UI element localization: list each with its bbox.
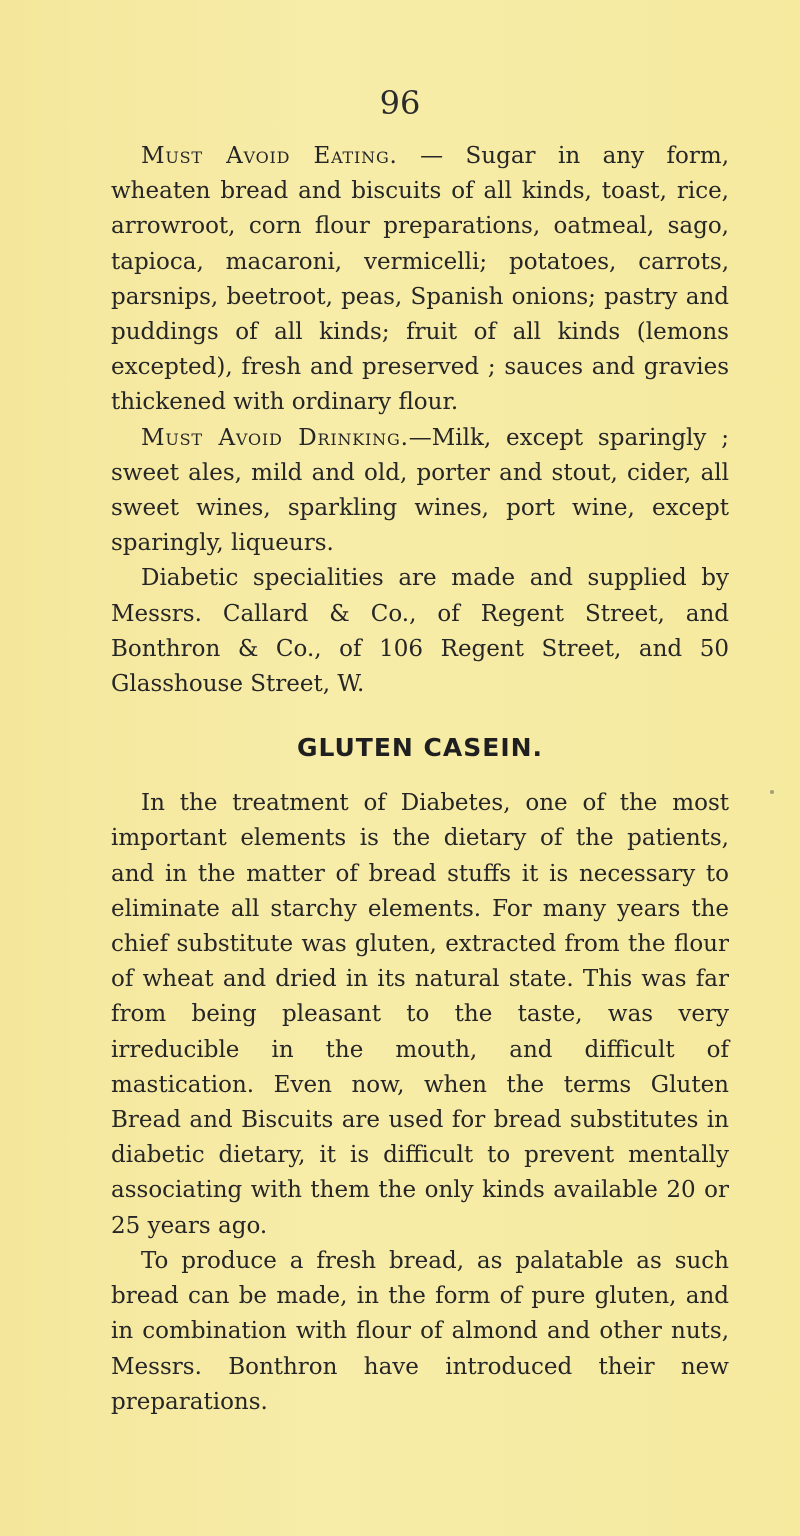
must-avoid-drinking-heading: Must Avoid Drinking.: [141, 424, 409, 451]
must-avoid-eating-heading: Must Avoid Eating.: [141, 143, 398, 169]
paragraph-must-avoid-drinking: [111, 421, 729, 562]
section-heading-gluten-casein: GLUTEN CASEIN.: [296, 733, 544, 763]
paragraph-must-avoid-eating: [111, 139, 729, 421]
paragraph-diabetic-specialities: Diabetic specialities are made and supplied by Messrs. Callard & Co., of Regent Street, and Bonthron & Co., of 106 Regent Street, and 50 Glasshouse Street, W.: [111, 565, 729, 698]
paper-speck: [770, 790, 774, 794]
must-avoid-drinking-text: —Milk, except sparingly ; sweet ales, mild and old, porter and stout, cider, all sweet wines, sparkling wines, port wine, except sparingly, liqueurs.: [111, 424, 729, 557]
paragraph-fresh-bread: To produce a fresh bread, as palatable as such bread can be made, in the form of pure gluten, and in combination with flour of almond and other nuts, Messrs. Bonthron have introduced their new preparations.: [111, 1247, 729, 1415]
must-avoid-eating-text: — Sugar in any form, wheaten bread and biscuits of all kinds, toast, rice, arrowroot, corn flour preparations, oatmeal, sago, tapioca, macaroni, vermicelli; potatoes, carrots, parsnips, beetroot, peas, Spanish onions; pastry and puddings of all kinds; fruit of all kinds (lemons excepted), fresh and preserved ; sauces and gravies thickened with ordinary flour.: [111, 143, 729, 416]
paragraph-treatment-of-diabetes: In the treatment of Diabetes, one of the most important elements is the dietary of the patients, and in the matter of bread stuffs it is necessary to eliminate all starchy elements. For many years the chief substitute was gluten, extracted from the flour of wheat and dried in its natural state. This was far from being pleasant to the taste, was very irreducible in the mouth, and difficult of mastication. Even now, when the terms Gluten Bread and Biscuits are used for bread substitutes in diabetic dietary, it is difficult to prevent mentally associating with them the only kinds available 20 or 25 years ago.: [111, 790, 729, 1239]
page-number: 96: [379, 84, 421, 122]
page-text: [111, 139, 729, 1420]
